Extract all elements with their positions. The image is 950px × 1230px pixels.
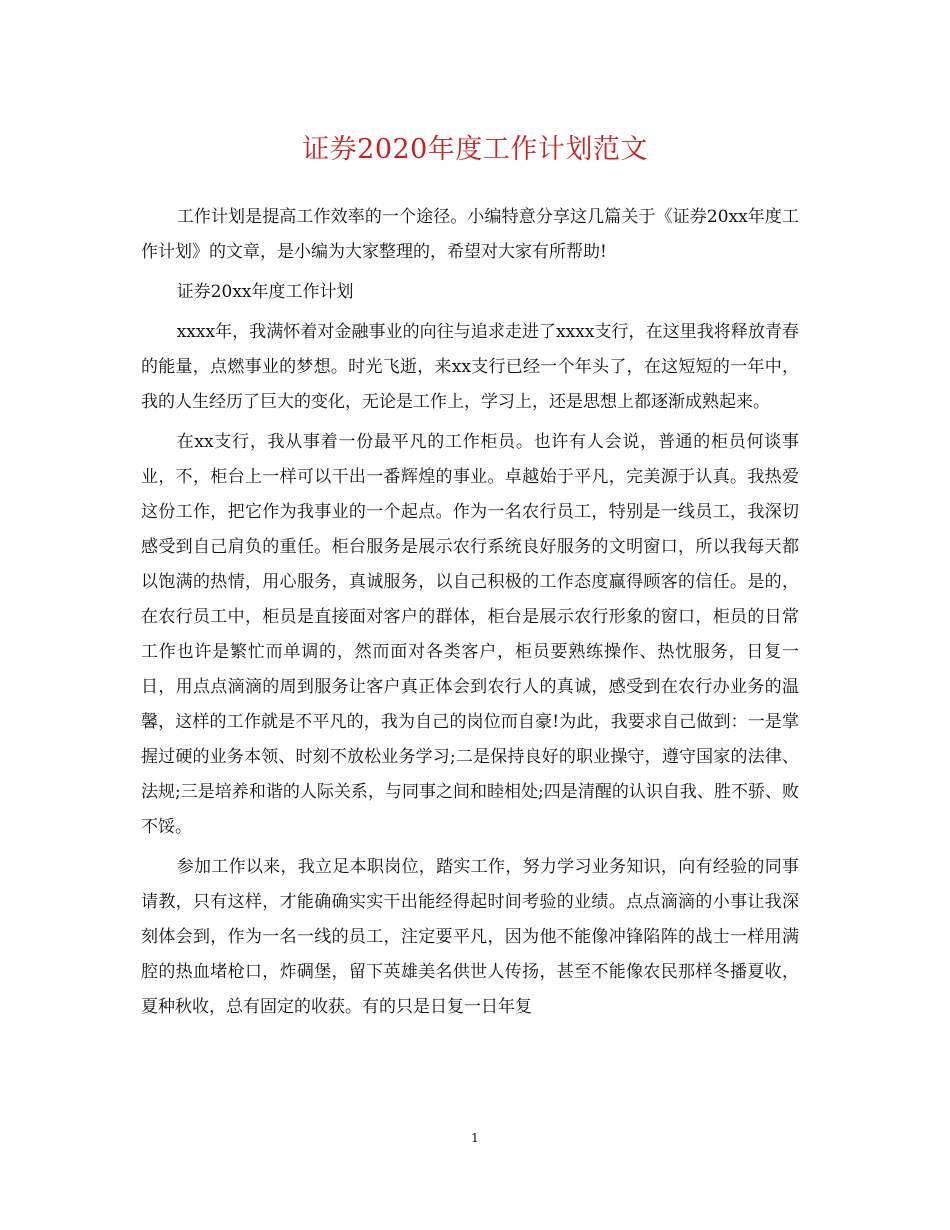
page-number: 1 — [471, 1131, 479, 1145]
body-paragraph: xxxx年，我满怀着对金融事业的向往与追求走进了xxxx支行，在这里我将释放青春的能量，点燃事业的梦想。时光飞逝，来xx支行已经一个年头了，在这短短的一年中，我的人生经历了巨大的变化，无论是工作上，学习上，还是思想上都逐渐成熟起来。 — [141, 322, 799, 412]
document-title: 证券2020年度工作计划范文 — [302, 134, 648, 165]
section-heading: 证券20xx年度工作计划 — [176, 282, 354, 302]
intro-paragraph: 工作计划是提高工作效率的一个途径。小编特意分享这几篇关于《证券20xx年度工作计划》的文章，是小编为大家整理的，希望对大家有所帮助! — [141, 207, 799, 262]
body-paragraph: 在xx支行，我从事着一份最平凡的工作柜员。也许有人会说，普通的柜员何谈事业，不，柜台上一样可以干出一番辉煌的事业。卓越始于平凡，完美源于认真。我热爱这份工作，把它作为我事业的一个起点。作为一名农行员工，特别是一线员工，我深切感受到自己肩负的重任。柜台服务是展示农行系统良好服务的文明窗口，所以我每天都以饱满的热情，用心服务，真诚服务，以自己积极的工作态度赢得顾客的信任。是的，在农行员工中，柜员是直接面对客户的群体，柜台是展示农行形象的窗口，柜员的日常工作也许是繁忙而单调的，然而面对各类客户，柜员要熟练操作、热忱服务，日复一日，用点点滴滴的周到服务让客户真正体会到农行人的真诚，感受到在农行办业务的温馨，这样的工作就是不平凡的，我为自己的岗位而自豪!为此，我要求自己做到：一是掌握过硬的业务本领、时刻不放松业务学习;二是保持良好的职业操守，遵守国家的法律、法规;三是培养和谐的人际关系，与同事之间和睦相处;四是清醒的认识自我、胜不骄、败不馁。 — [141, 432, 799, 837]
body-paragraph: 参加工作以来，我立足本职岗位，踏实工作，努力学习业务知识，向有经验的同事请教，只有这样，才能确确实实干出能经得起时间考验的业绩。点点滴滴的小事让我深刻体会到，作为一名一线的员工，注定要平凡，因为他不能像冲锋陷阵的战士一样用满腔的热血堵枪口，炸碉堡，留下英雄美名供世人传扬，甚至不能像农民那样冬播夏收，夏种秋收，总有固定的收获。有的只是日复一日年复 — [141, 857, 799, 1017]
document-body — [141, 200, 799, 1030]
